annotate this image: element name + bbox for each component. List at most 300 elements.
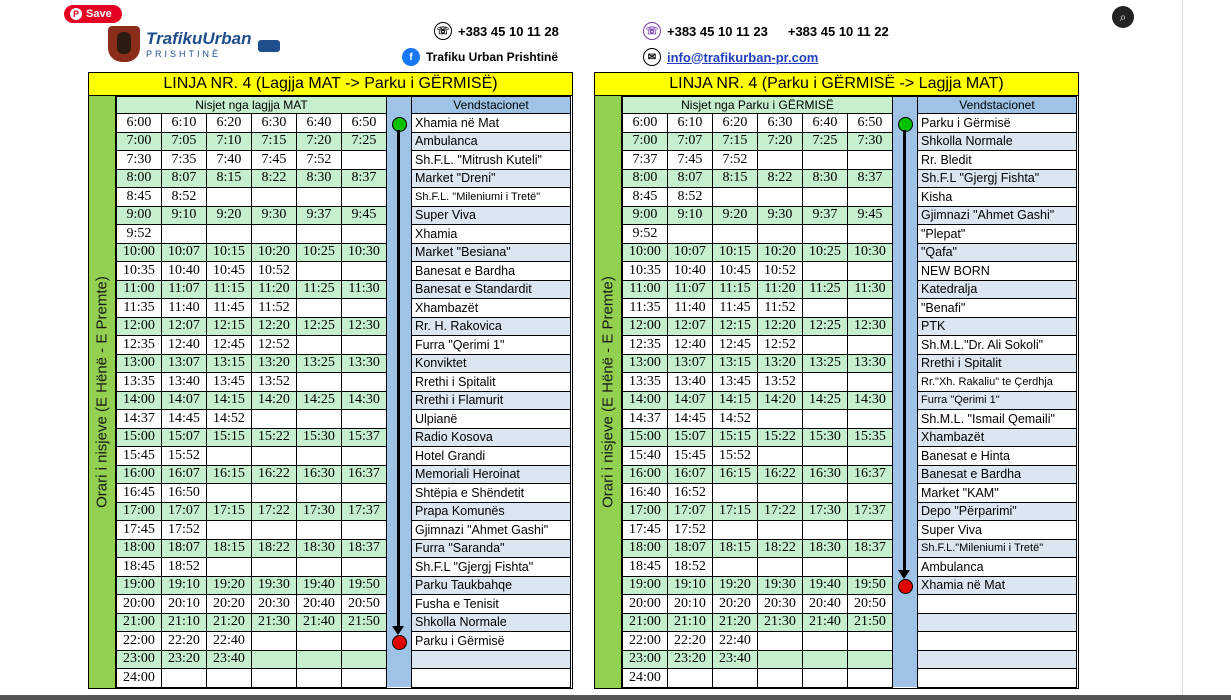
station-name: "Plepat" (918, 225, 1077, 244)
departure-time (252, 484, 297, 503)
departure-time: 11:25 (297, 280, 342, 299)
departure-time: 12:20 (252, 317, 297, 336)
departure-time: 13:20 (758, 354, 803, 373)
departure-time (848, 299, 893, 318)
departure-time: 15:37 (342, 428, 387, 447)
departure-time: 20:50 (848, 595, 893, 614)
departure-time: 15:30 (803, 428, 848, 447)
table-row (623, 558, 1077, 577)
departure-time (162, 669, 207, 688)
departure-time: 13:07 (162, 354, 207, 373)
station-name: Ambulanca (412, 132, 571, 151)
table-row (117, 613, 571, 632)
table-row (623, 650, 1077, 669)
departure-time: 7:37 (623, 151, 668, 170)
departure-time: 7:25 (342, 132, 387, 151)
station-name: Xhamia në Mat (918, 576, 1077, 595)
departure-time: 18:22 (758, 539, 803, 558)
table-row (117, 539, 571, 558)
departure-time: 19:10 (668, 576, 713, 595)
phone-icon: ☏ (434, 22, 452, 40)
departure-time (848, 669, 893, 688)
table-row (623, 465, 1077, 484)
departure-time: 17:15 (207, 502, 252, 521)
station-name: NEW BORN (918, 262, 1077, 281)
departure-time: 17:37 (342, 502, 387, 521)
departure-time: 9:00 (117, 206, 162, 225)
departure-time: 21:30 (758, 613, 803, 632)
departure-time (252, 521, 297, 540)
route-column (387, 97, 412, 114)
departure-time: 12:30 (848, 317, 893, 336)
departure-time: 17:22 (758, 502, 803, 521)
departure-time: 17:52 (162, 521, 207, 540)
departure-time: 7:07 (668, 132, 713, 151)
departure-time: 7:30 (117, 151, 162, 170)
email-icon: ✉ (643, 48, 661, 66)
departure-time (342, 262, 387, 281)
departure-time: 8:52 (162, 188, 207, 207)
departure-time: 22:20 (668, 632, 713, 651)
station-name: Sh.F.L "Gjergj Fishta" (918, 169, 1077, 188)
departure-time: 20:30 (252, 595, 297, 614)
departure-time: 18:52 (162, 558, 207, 577)
station-name: Prapa Komunës (412, 502, 571, 521)
departure-time: 12:45 (207, 336, 252, 355)
direction-arrow-icon (898, 570, 910, 579)
departure-time: 13:52 (252, 373, 297, 392)
departure-time (162, 225, 207, 244)
departure-time: 11:07 (162, 280, 207, 299)
departure-time (803, 632, 848, 651)
departure-time (848, 188, 893, 207)
departure-time: 11:30 (342, 280, 387, 299)
departure-time: 8:15 (713, 169, 758, 188)
departure-time: 18:30 (297, 539, 342, 558)
departure-time: 7:00 (117, 132, 162, 151)
table-row (117, 151, 571, 170)
station-name: Gjimnazi "Ahmet Gashi" (918, 206, 1077, 225)
departure-time: 11:00 (623, 280, 668, 299)
departure-time: 15:00 (117, 428, 162, 447)
departure-time: 10:00 (623, 243, 668, 262)
table-row (623, 613, 1077, 632)
departure-time (207, 447, 252, 466)
table-row (117, 243, 571, 262)
departure-time: 6:20 (207, 114, 252, 133)
departure-time: 15:45 (117, 447, 162, 466)
departure-time: 18:15 (713, 539, 758, 558)
departure-time: 12:35 (117, 336, 162, 355)
contact-email (643, 48, 818, 66)
departure-time (297, 410, 342, 429)
timetable (622, 96, 1077, 688)
departure-time: 22:00 (623, 632, 668, 651)
departure-time: 14:20 (758, 391, 803, 410)
station-name: Sh.F.L. "Mitrush Kuteli" (412, 151, 571, 170)
departure-time: 24:00 (623, 669, 668, 688)
departure-time: 13:35 (117, 373, 162, 392)
departure-time: 13:20 (252, 354, 297, 373)
departure-time (297, 262, 342, 281)
departure-time: 23:20 (668, 650, 713, 669)
departure-time: 14:45 (162, 410, 207, 429)
departure-time: 14:20 (252, 391, 297, 410)
departure-time: 11:00 (117, 280, 162, 299)
table-row (117, 669, 571, 688)
departure-time: 12:25 (803, 317, 848, 336)
departure-time: 10:25 (803, 243, 848, 262)
departure-time: 11:35 (117, 299, 162, 318)
departure-time: 7:05 (162, 132, 207, 151)
departure-time (848, 410, 893, 429)
departure-time (668, 669, 713, 688)
departure-time: 17:45 (117, 521, 162, 540)
departure-time: 14:15 (713, 391, 758, 410)
departure-time: 6:00 (623, 114, 668, 133)
departure-time: 6:50 (342, 114, 387, 133)
bottom-scrollbar[interactable] (0, 695, 1231, 700)
departures-header: Nisjet nga lagjja MAT (117, 97, 387, 114)
departure-time: 11:45 (713, 299, 758, 318)
prishtina-emblem-icon (108, 26, 140, 62)
departure-time: 21:00 (117, 613, 162, 632)
departure-time (848, 447, 893, 466)
departure-time: 23:40 (713, 650, 758, 669)
departure-time: 13:00 (117, 354, 162, 373)
departure-time: 16:30 (297, 465, 342, 484)
table-row (117, 465, 571, 484)
departure-time: 11:07 (668, 280, 713, 299)
departure-time: 7:30 (848, 132, 893, 151)
end-stop-icon (898, 579, 913, 594)
departure-time (252, 669, 297, 688)
station-name: Rrethi i Flamurit (412, 391, 571, 410)
departures-header: Nisjet nga Parku i GËRMISË (623, 97, 893, 114)
station-name (412, 650, 571, 669)
station-name: Xhambazët (412, 299, 571, 318)
departure-time: 11:20 (758, 280, 803, 299)
timetable (116, 96, 571, 688)
departure-time: 13:15 (713, 354, 758, 373)
pinterest-save-button[interactable] (64, 5, 122, 23)
departure-time: 12:52 (758, 336, 803, 355)
departure-time: 14:37 (623, 410, 668, 429)
departure-time (342, 151, 387, 170)
departure-time: 9:10 (668, 206, 713, 225)
departure-time: 23:00 (117, 650, 162, 669)
departure-time: 17:37 (848, 502, 893, 521)
departure-time: 12:35 (623, 336, 668, 355)
departure-time: 9:00 (623, 206, 668, 225)
departure-time: 17:00 (117, 502, 162, 521)
station-name: Memoriali Heroinat (412, 465, 571, 484)
station-name: Super Viva (412, 206, 571, 225)
departure-time: 18:07 (668, 539, 713, 558)
departure-time: 9:37 (803, 206, 848, 225)
viber-icon: ☏ (643, 22, 661, 40)
departure-time (803, 151, 848, 170)
departure-time: 20:10 (668, 595, 713, 614)
departure-time (207, 188, 252, 207)
table-row (623, 595, 1077, 614)
panel-title: LINJA NR. 4 (Parku i GËRMISË -> Lagjja MAT) (595, 73, 1078, 96)
departure-time: 14:52 (713, 410, 758, 429)
email-link[interactable]: info@trafikurban-pr.com (667, 49, 819, 65)
station-name: Rr. H. Rakovica (412, 317, 571, 336)
table-row (117, 391, 571, 410)
departure-time (803, 225, 848, 244)
departure-time (342, 447, 387, 466)
departure-time: 7:40 (207, 151, 252, 170)
departure-time: 19:00 (623, 576, 668, 595)
departure-time (297, 336, 342, 355)
departure-time (713, 558, 758, 577)
table-row (623, 132, 1077, 151)
departure-time (803, 447, 848, 466)
departure-time: 21:10 (668, 613, 713, 632)
station-name: PTK (918, 317, 1077, 336)
departure-time: 13:25 (803, 354, 848, 373)
departure-time: 19:20 (713, 576, 758, 595)
departure-time: 18:37 (342, 539, 387, 558)
departure-time (803, 521, 848, 540)
departure-time: 8:07 (668, 169, 713, 188)
table-row (623, 391, 1077, 410)
departure-time: 18:00 (117, 539, 162, 558)
page-edge (1182, 0, 1183, 700)
table-row (117, 521, 571, 540)
departure-time: 12:45 (713, 336, 758, 355)
departure-time: 13:40 (668, 373, 713, 392)
contact-facebook: f Trafiku Urban Prishtinë (402, 48, 558, 66)
station-name: Hotel Grandi (412, 447, 571, 466)
departure-time (713, 484, 758, 503)
table-row (117, 188, 571, 207)
departure-time (207, 558, 252, 577)
departure-time: 9:30 (758, 206, 803, 225)
departure-time: 9:45 (848, 206, 893, 225)
departure-time: 16:52 (668, 484, 713, 503)
table-row (117, 632, 571, 651)
departure-time: 6:30 (252, 114, 297, 133)
departure-time: 12:07 (668, 317, 713, 336)
end-stop-icon (392, 635, 407, 650)
departure-time: 15:15 (713, 428, 758, 447)
departure-time: 10:30 (848, 243, 893, 262)
visual-search-icon[interactable]: ⌕ (1112, 6, 1134, 28)
departure-time: 20:00 (117, 595, 162, 614)
departure-time: 20:10 (162, 595, 207, 614)
departure-time: 6:10 (668, 114, 713, 133)
departure-time: 6:30 (758, 114, 803, 133)
departure-time: 11:52 (758, 299, 803, 318)
departure-time: 15:35 (848, 428, 893, 447)
table-row (623, 447, 1077, 466)
departure-time: 14:15 (207, 391, 252, 410)
departure-time: 10:45 (207, 262, 252, 281)
side-label: Orari i nisjeve (E Hënë - E Premte) (89, 96, 116, 688)
departure-time (848, 151, 893, 170)
departure-time (668, 225, 713, 244)
departure-time: 11:15 (713, 280, 758, 299)
station-name: Parku i Gërmisë (918, 114, 1077, 133)
station-name: Banesat e Hinta (918, 447, 1077, 466)
station-name: Banesat e Standardit (412, 280, 571, 299)
departure-time: 12:52 (252, 336, 297, 355)
route-path-line (903, 130, 906, 573)
departure-time: 24:00 (117, 669, 162, 688)
logo-title: TrafikuUrban (146, 29, 252, 48)
route-line (893, 114, 918, 688)
departure-time (713, 521, 758, 540)
departure-time: 10:20 (758, 243, 803, 262)
departure-time (803, 410, 848, 429)
departure-time (342, 336, 387, 355)
departure-time (803, 336, 848, 355)
departure-time: 16:00 (117, 465, 162, 484)
departure-time (758, 410, 803, 429)
departure-time (342, 669, 387, 688)
departure-time (713, 188, 758, 207)
departure-time: 22:40 (207, 632, 252, 651)
table-row (117, 206, 571, 225)
departure-time (297, 447, 342, 466)
table-row (623, 299, 1077, 318)
departure-time (297, 650, 342, 669)
table-row (117, 336, 571, 355)
departure-time: 7:00 (623, 132, 668, 151)
table-row (623, 484, 1077, 503)
station-name: Furra "Saranda" (412, 539, 571, 558)
departure-time: 14:07 (668, 391, 713, 410)
departure-time: 12:07 (162, 317, 207, 336)
departure-time (848, 632, 893, 651)
departure-time: 7:10 (207, 132, 252, 151)
logo-subtitle: PRISHTINË (146, 49, 222, 59)
departure-time: 21:10 (162, 613, 207, 632)
departure-time: 19:50 (342, 576, 387, 595)
direction-arrow-icon (392, 626, 404, 635)
table-row (623, 539, 1077, 558)
station-name (918, 669, 1077, 688)
departure-time (297, 632, 342, 651)
departure-time: 18:15 (207, 539, 252, 558)
table-row (623, 632, 1077, 651)
departure-time: 8:22 (252, 169, 297, 188)
departure-time: 16:07 (162, 465, 207, 484)
departure-time: 15:22 (252, 428, 297, 447)
station-name: Furra "Qerimi 1" (918, 391, 1077, 410)
departure-time: 8:30 (803, 169, 848, 188)
departure-time: 20:50 (342, 595, 387, 614)
table-row (623, 206, 1077, 225)
table-row (623, 243, 1077, 262)
departure-time: 6:40 (803, 114, 848, 133)
table-row (117, 428, 571, 447)
departure-time: 19:30 (252, 576, 297, 595)
stations-header: Vendstacionet (412, 97, 571, 114)
departure-time: 8:45 (623, 188, 668, 207)
departure-time: 20:40 (297, 595, 342, 614)
table-row (623, 410, 1077, 429)
departure-time: 17:00 (623, 502, 668, 521)
facebook-icon: f (402, 48, 420, 66)
route-path-line (397, 130, 400, 628)
departure-time (297, 521, 342, 540)
table-row (117, 280, 571, 299)
station-name: Market "Besiana" (412, 243, 571, 262)
departure-time: 20:30 (758, 595, 803, 614)
departure-time: 10:15 (207, 243, 252, 262)
table-row (623, 576, 1077, 595)
departure-time: 11:30 (848, 280, 893, 299)
departure-time: 19:50 (848, 576, 893, 595)
departure-time: 19:40 (297, 576, 342, 595)
table-row (623, 521, 1077, 540)
departure-time: 14:30 (342, 391, 387, 410)
departure-time (803, 650, 848, 669)
departure-time: 15:52 (162, 447, 207, 466)
departure-time: 10:40 (668, 262, 713, 281)
departure-time (848, 336, 893, 355)
departure-time: 22:20 (162, 632, 207, 651)
departure-time: 12:30 (342, 317, 387, 336)
departure-time: 9:20 (207, 206, 252, 225)
departure-time (252, 188, 297, 207)
departure-time: 21:40 (803, 613, 848, 632)
departure-time: 10:52 (252, 262, 297, 281)
table-row (623, 336, 1077, 355)
departure-time: 16:37 (342, 465, 387, 484)
departure-time (758, 558, 803, 577)
departure-time (713, 669, 758, 688)
departure-time: 19:40 (803, 576, 848, 595)
departure-time: 13:52 (758, 373, 803, 392)
departure-time: 19:10 (162, 576, 207, 595)
departure-time: 7:45 (252, 151, 297, 170)
departure-time (758, 151, 803, 170)
departure-time: 10:45 (713, 262, 758, 281)
station-name: Sh.F.L. "Mileniumi i Tretë" (412, 188, 571, 207)
departure-time: 22:40 (713, 632, 758, 651)
stations-header: Vendstacionet (918, 97, 1077, 114)
departure-time: 17:07 (162, 502, 207, 521)
departure-time (758, 669, 803, 688)
departure-time: 22:00 (117, 632, 162, 651)
departure-time: 18:07 (162, 539, 207, 558)
departure-time: 18:00 (623, 539, 668, 558)
table-row (117, 169, 571, 188)
departure-time: 16:45 (117, 484, 162, 503)
departure-time: 15:07 (668, 428, 713, 447)
departure-time: 7:15 (713, 132, 758, 151)
departure-time: 17:22 (252, 502, 297, 521)
departure-time: 14:30 (848, 391, 893, 410)
departure-time: 9:52 (623, 225, 668, 244)
departure-time (848, 262, 893, 281)
station-name: Depo "Përparimi" (918, 502, 1077, 521)
station-name: Sh.F.L."Mileniumi i Tretë" (918, 539, 1077, 558)
station-name: Parku Taukbahqe (412, 576, 571, 595)
table-row (117, 447, 571, 466)
departure-time (342, 632, 387, 651)
departure-time: 12:00 (623, 317, 668, 336)
station-name: Shkolla Normale (412, 613, 571, 632)
departure-time: 13:25 (297, 354, 342, 373)
departure-time (342, 558, 387, 577)
departure-time: 13:00 (623, 354, 668, 373)
